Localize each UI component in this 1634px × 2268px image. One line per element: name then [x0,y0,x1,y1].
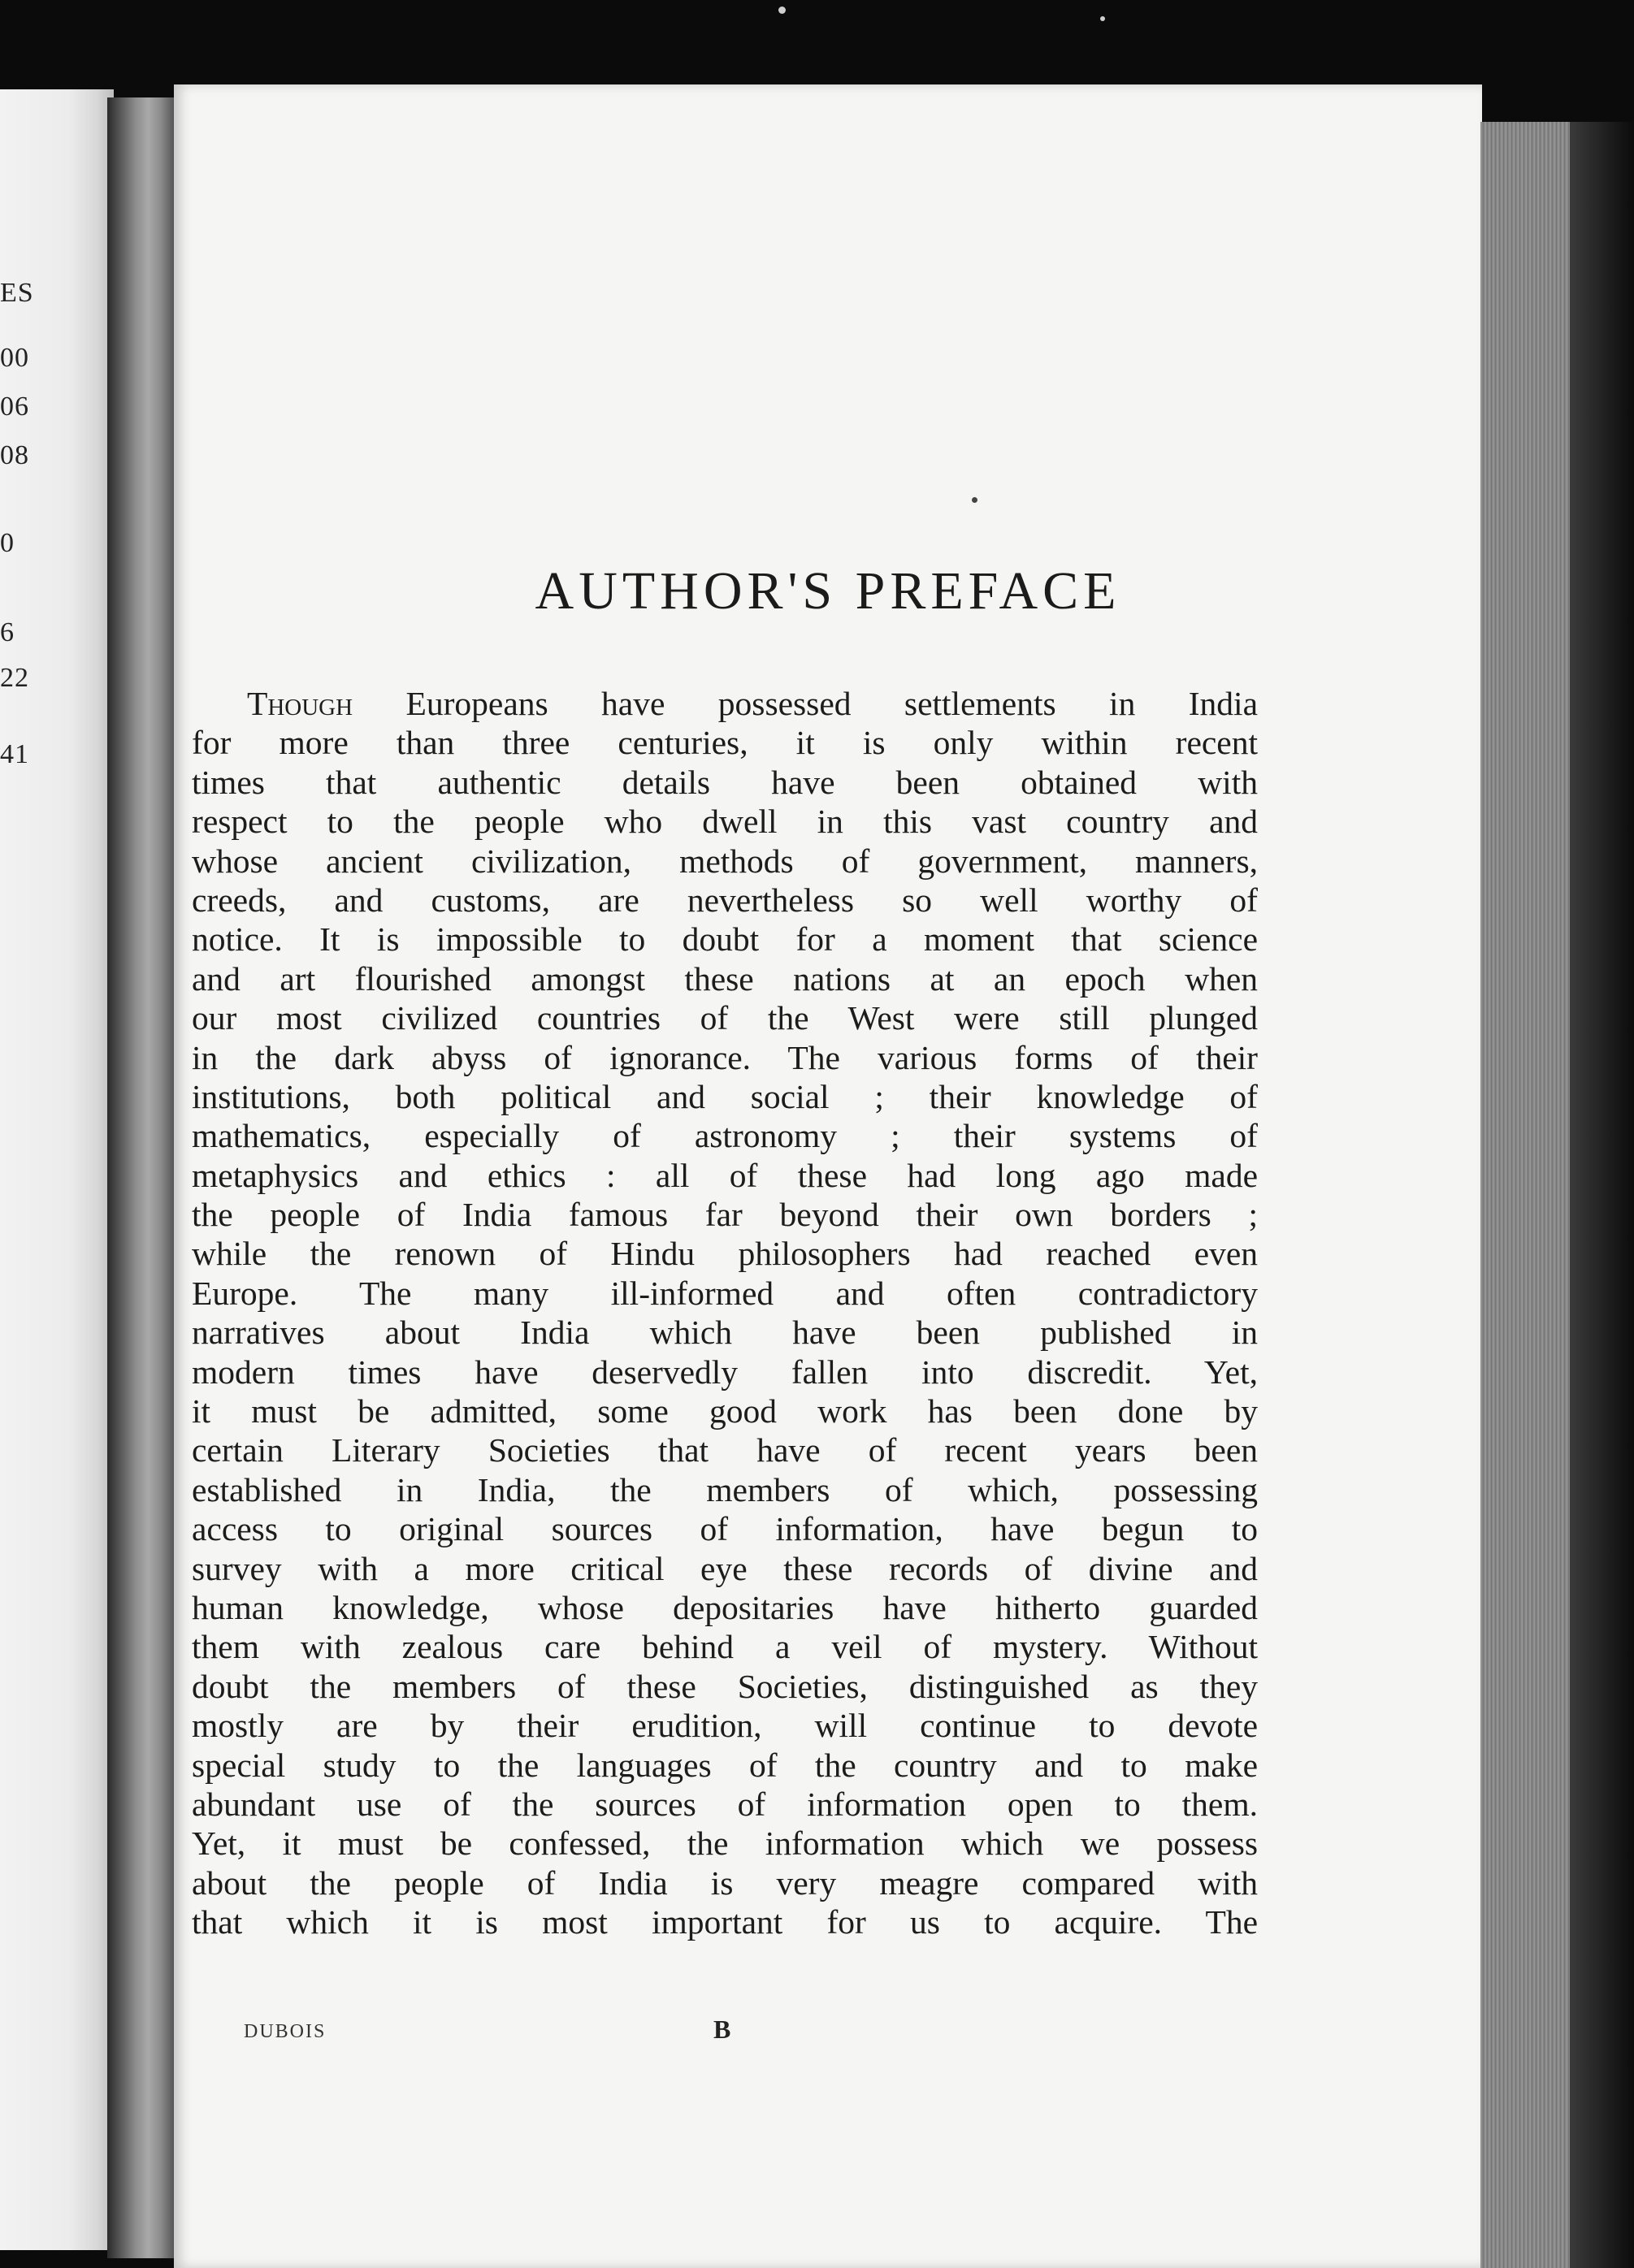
text-line: and art flourished amongst these nations at an epoch when [192,959,1258,998]
text-line: institutions, both political and social ; their knowledge of [192,1077,1258,1115]
text-line: Yet, it must be confessed, the information which we possess [192,1824,1258,1863]
page-stack-shadow [1570,122,1634,2268]
left-page-fragment: 41 [0,739,29,769]
text-line: human knowledge, whose depositaries have hitherto guarded [192,1588,1258,1626]
preface-body [192,684,1258,1942]
left-page-fragment: 06 [0,392,29,422]
text-line: mathematics, especially of astronomy ; their systems of [192,1117,1258,1155]
left-page-fragment: ES [0,278,34,308]
drop-word: Though [247,685,353,722]
text-line: whose ancient civilization, methods of government, manners, [192,842,1258,880]
page-signature-letter: B [713,2015,731,2044]
text-line: creeds, and customs, are nevertheless so well worthy of [192,881,1258,919]
left-page-edge [0,89,114,2250]
left-page-fragment: 00 [0,343,29,373]
text-line: respect to the people who dwell in this vast country and [192,803,1258,841]
print-speck [972,497,977,503]
text-line: the people of India famous far beyond their own borders ; [192,1196,1258,1234]
text-line: established in India, the members of which, possessing [192,1470,1258,1508]
text-line: certain Literary Societies that have of recent years been [192,1431,1258,1469]
text-line: Europe. The many ill-informed and often contradictory [192,1274,1258,1312]
text-line: notice. It is impossible to doubt for a moment that science [192,920,1258,959]
text-line: abundant use of the sources of information open to them. [192,1785,1258,1823]
left-page-fragment: 0 [0,528,15,558]
text-line: special study to the languages of the country and to make [192,1746,1258,1784]
scan-speck [1100,16,1105,21]
text-line: modern times have deservedly fallen into discredit. Yet, [192,1353,1258,1391]
page-heading: AUTHOR'S PREFACE [535,561,1121,621]
text-line: them with zealous care behind a veil of mystery. Without [192,1628,1258,1666]
left-page-fragment: 22 [0,663,29,693]
text-line: Though Europeans have possessed settlements in India [247,685,1258,722]
text-line: our most civilized countries of the West were still plunged [192,999,1258,1037]
page-stack-edge [1480,122,1570,2268]
left-page-fragment: 6 [0,617,15,647]
text-line: that which it is most important for us to acquire. The [192,1903,1258,1941]
text-line: narratives about India which have been published in [192,1314,1258,1352]
signature-mark: DUBOIS [244,2021,327,2042]
text-line: it must be admitted, some good work has been done by [192,1392,1258,1430]
text-line: access to original sources of information, have begun to [192,1510,1258,1548]
book-gutter-shadow [107,97,182,2258]
text-line: while the renown of Hindu philosophers had reached even [192,1235,1258,1273]
text-line: about the people of India is very meagre compared with [192,1863,1258,1902]
text-line: times that authentic details have been obtained with [192,763,1258,801]
text-line: survey with a more critical eye these records of divine and [192,1549,1258,1587]
text-line: for more than three centuries, it is only within recent [192,724,1258,762]
text-line: metaphysics and ethics : all of these had long ago made [192,1156,1258,1194]
text-line: in the dark abyss of ignorance. The various forms of their [192,1038,1258,1076]
text-line: doubt the members of these Societies, distinguished as they [192,1667,1258,1705]
text-line: mostly are by their erudition, will continue to devote [192,1707,1258,1745]
left-page-fragment: 08 [0,440,29,470]
scan-speck [778,6,786,14]
